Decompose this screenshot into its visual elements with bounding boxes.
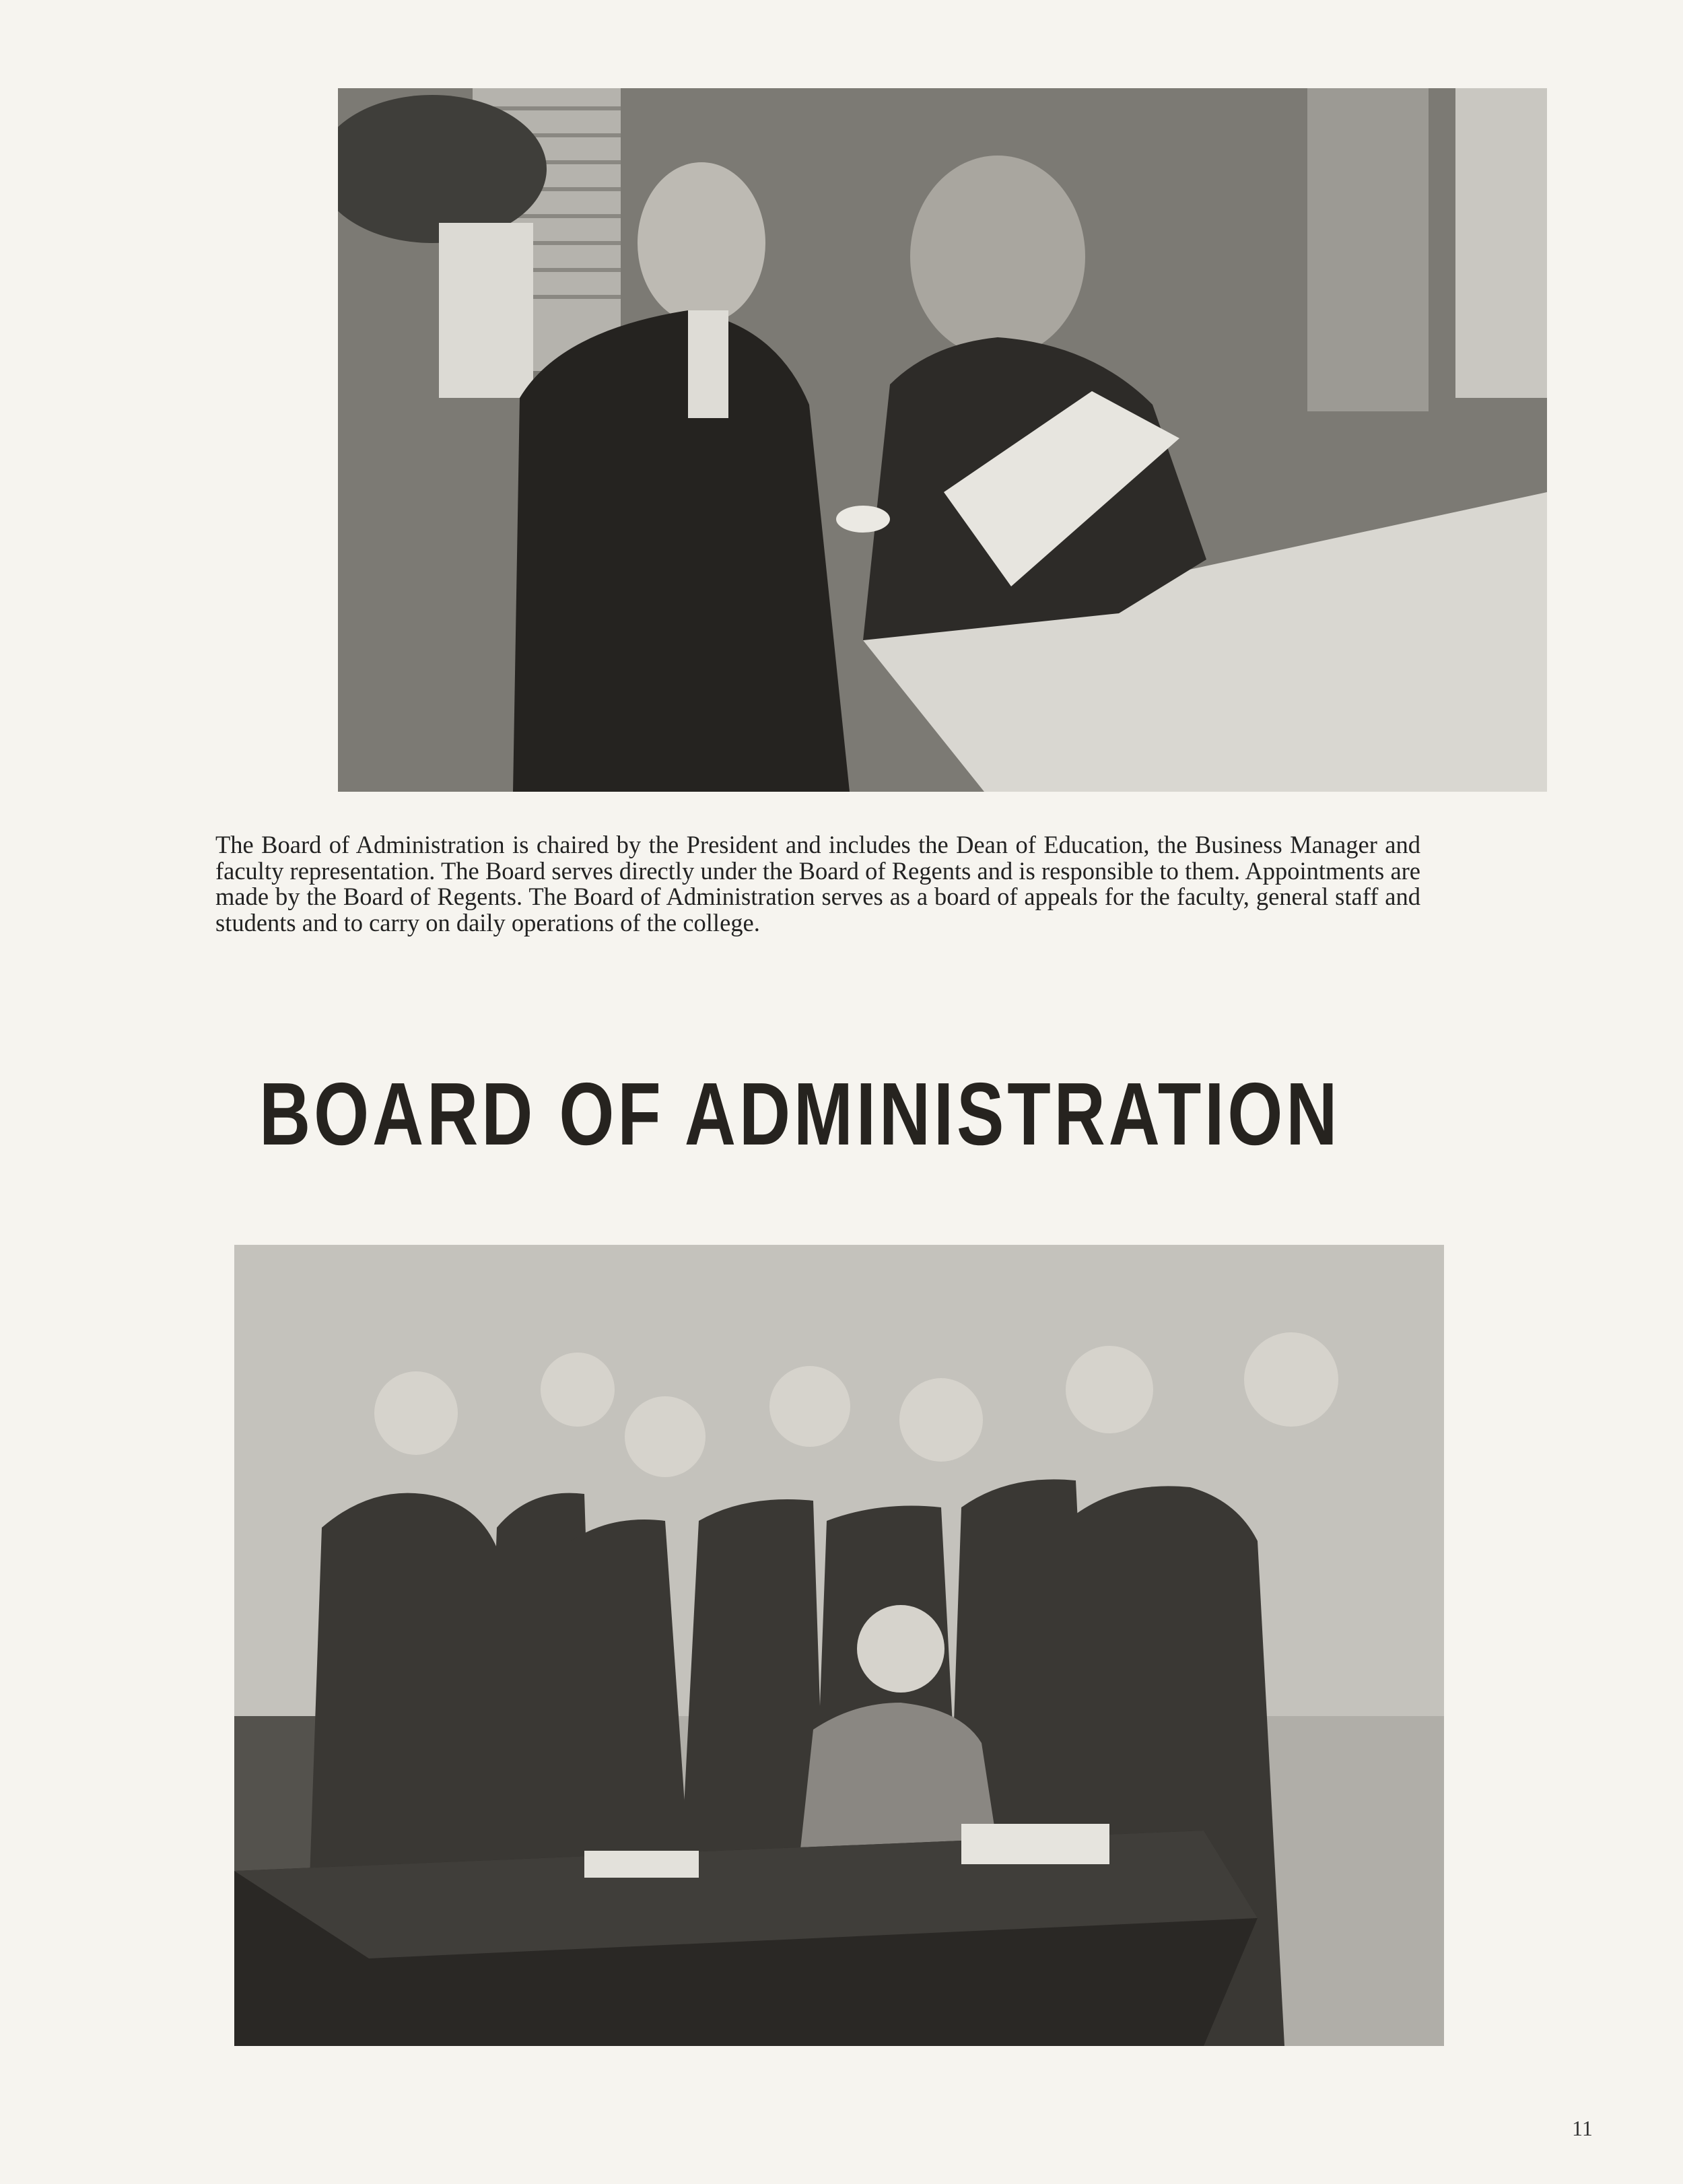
top-photograph xyxy=(338,88,1547,792)
top-photo-image xyxy=(338,88,1547,792)
bottom-photo-image xyxy=(234,1245,1444,2046)
bottom-photograph xyxy=(234,1245,1444,2046)
page-title: BOARD OF ADMINISTRATION xyxy=(259,1064,1341,1163)
page-number: 11 xyxy=(1572,2116,1593,2140)
caption-paragraph: The Board of Administration is chaired by the President and includes the Dean of Education, the Business Manager and faculty representation. The Board serves directly under the Board of Regents and is responsible to them. Appointments are made by the Board of Regents. The Board of Administration serves as a board of appeals for the faculty, general staff and students and to carry on daily operations of the college. xyxy=(215,831,1420,936)
